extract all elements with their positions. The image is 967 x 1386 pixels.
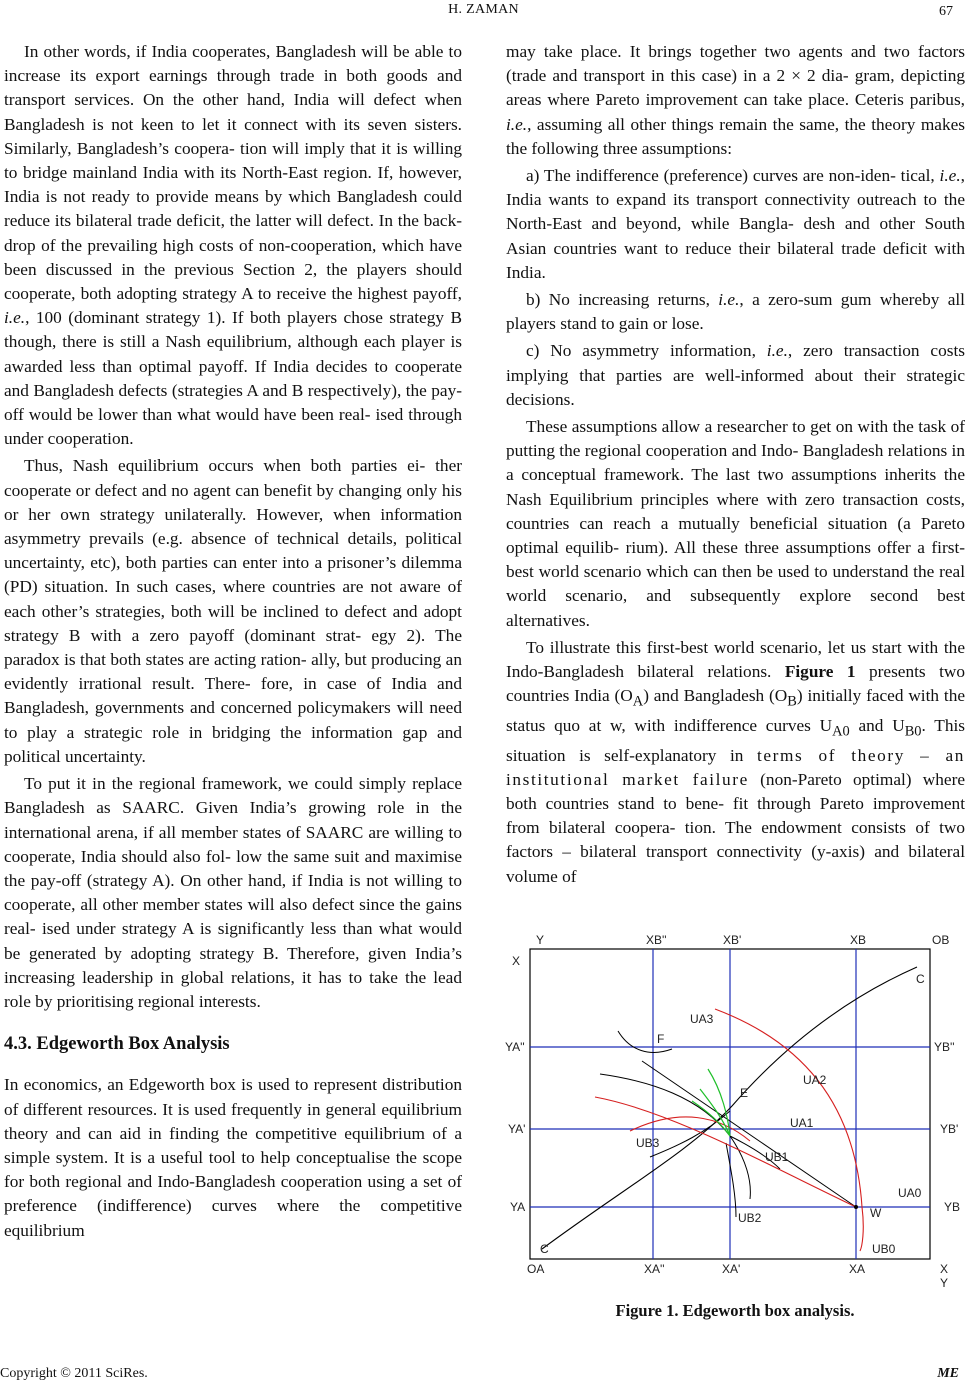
label-xa1: XA' bbox=[722, 1262, 741, 1276]
label-ub2: UB2 bbox=[738, 1211, 762, 1225]
label-e: E bbox=[740, 1086, 749, 1100]
label-f: F bbox=[657, 1032, 665, 1046]
curve-ub3 bbox=[650, 1111, 730, 1157]
footer-copyright: Copyright © 2011 SciRes. bbox=[0, 1366, 148, 1381]
edgeworth-box-figure bbox=[500, 931, 962, 1289]
label-xb1: XB' bbox=[723, 933, 742, 947]
assumption-c: c) No asymmetry information, i.e., zero transaction costs implying that parties are well-informed about their strategic decisions. bbox=[506, 341, 965, 409]
label-y-top: Y bbox=[536, 933, 545, 947]
label-y-bottom: Y bbox=[940, 1276, 949, 1289]
paragraph: In other words, if India cooperates, Bangladesh will be able to increase its export earnings through trade in both goods and transport services. On the other hand, India will defect when Bangladesh is not keen to let it connect with its seven sisters. Similarly, Bangladesh’s coopera- tion will imply that it is willing to bridge mainland India with its North-East region. If, however, India is not ready to provide means by which Bangladesh could reduce its bilateral trade deficit, the latter will defect. In the back- drop of the prevailing high costs of non-cooperation, which have been discussed in the previous Section 2, the players should cooperate, both adopting strategy A to receive the highest payoff, i.e., 100 (dominant strategy 1). If both players chose strategy B though, there is still a Nash equilibrium, although each player is awarded less than optimal payoff. If India decides to cooperate and Bangladesh defects (strategies A and B respectively), the pay-off would be lower than what would have been real- ised through under cooperation. bbox=[4, 42, 462, 449]
label-ob: OB bbox=[932, 933, 950, 947]
paragraph: Thus, Nash equilibrium occurs when both parties ei- ther cooperate or defect and no agent can benefit by changing only his or her own strategy unilaterally. However, when information asymmetry prevails (e.g. absence of technical details, political uncertainty, etc), both parties can enter into a prisoner’s dilemma (PD) situation. In such cases, where countries are not aware of each other’s strategies, both will be inclined to defect and adopt strategy B with a zero payoff (dominant strat- egy 2). The paradox is that both states are acting ration- ally, but producing an evidently irrational result. There- fore, in case of India and Bangladesh, governments and concerned policymakers will need to play a strategic role in bridging the information gap and political uncertainty. bbox=[4, 456, 462, 766]
label-ya2: YA'' bbox=[505, 1040, 525, 1054]
paragraph: may take place. It brings together two agents and two factors (trade and transport in this case) in a 2 × 2 dia- gram, depicting areas where Pareto improvement can take place. Ceteris paribus, i.e., assuming all other things remain the same, the theory makes the following three assumptions: bbox=[506, 42, 965, 158]
label-x-top: X bbox=[512, 954, 521, 968]
label-yb1: YB' bbox=[940, 1122, 959, 1136]
section-heading: 4.3. Edgeworth Box Analysis bbox=[4, 1034, 230, 1055]
label-ub1: UB1 bbox=[765, 1150, 789, 1164]
label-xa: XA bbox=[849, 1262, 866, 1276]
label-ub3: UB3 bbox=[636, 1136, 660, 1150]
label-xb: XB bbox=[850, 933, 867, 947]
running-header-author: H. ZAMAN bbox=[448, 2, 519, 17]
label-ya1: YA' bbox=[508, 1122, 526, 1136]
footer-journal: ME bbox=[937, 1366, 959, 1381]
assumption-b: b) No increasing returns, i.e., a zero-sum gum whereby all players stand to gain or lose. bbox=[506, 290, 965, 334]
label-xb2: XB'' bbox=[646, 933, 667, 947]
label-x-bottom: X bbox=[940, 1262, 949, 1276]
curve-ua2 bbox=[600, 1074, 750, 1199]
figure-caption: Figure 1. Edgeworth box analysis. bbox=[615, 1301, 855, 1320]
point-w bbox=[854, 1205, 858, 1209]
left-column bbox=[4, 40, 462, 1243]
label-ua3: UA3 bbox=[690, 1012, 714, 1026]
paragraph: In economics, an Edgeworth box is used to represent distribution of different resources. It is used frequently in general equilibrium theory and can aid in finding the competitive equilibrium of a simple system. It is a useful tool to help conceptualise the scope for both regional and Indo-Bangladesh cooperation using a set of preference (indifference) curves where the competitive equilibrium bbox=[4, 1075, 462, 1240]
label-c-top: C bbox=[916, 972, 925, 986]
label-ub0: UB0 bbox=[872, 1242, 896, 1256]
assumption-a: a) The indifference (preference) curves are non-iden- tical, i.e., India wants to expand its transport connectivity outreach to the North-East and beyond, while Bangla- desh and other South Asian countries want to reduce their bilateral trade deficit with India. bbox=[506, 166, 965, 282]
label-ua2: UA2 bbox=[803, 1073, 827, 1087]
label-xa2: XA'' bbox=[644, 1262, 665, 1276]
edgeworth-box-diagram bbox=[500, 931, 962, 1289]
label-yb: YB bbox=[944, 1200, 961, 1214]
label-ya: YA bbox=[510, 1200, 526, 1214]
label-oa: OA bbox=[527, 1262, 545, 1276]
label-ua1: UA1 bbox=[790, 1116, 814, 1130]
paragraph: These assumptions allow a researcher to get on with the task of putting the regional cooperation and Indo- Bangladesh relations in a conceptual framework. The last two assumptions inherits the Nash Equilibrium principles where with zero transaction costs, countries can reach a mutually beneficial situation (a Pareto optimal equilib- rium). All these three assumptions offer a first-best world scenario which can then be used to understand the real world scenario, and subsequently explore second best alternatives. bbox=[506, 417, 965, 630]
label-ua0: UA0 bbox=[898, 1186, 922, 1200]
right-column bbox=[506, 40, 965, 889]
curve-ub0 bbox=[595, 1097, 856, 1207]
label-w: W bbox=[870, 1206, 882, 1220]
label-c-bottom: C bbox=[540, 1242, 549, 1256]
label-yb2: YB'' bbox=[934, 1040, 955, 1054]
paragraph: To put it in the regional framework, we could simply replace Bangladesh as SAARC. Given India’s growing role in the international arena, if all member states of SAARC are willing to cooperate, India should also fol- low the same suit and maximise the pay-off (strategy A). On other hand, if India is not willing to cooperate, all other member states will also defect since the gains real- ised under strategy A is significantly less than what would be generated by adopting strategy B. Therefore, given India’s increasing leadership in global relations, it has to take the lead role by prioritising regional interests. bbox=[4, 774, 462, 1011]
curve-ub2 bbox=[726, 1143, 736, 1217]
page-number: 67 bbox=[939, 4, 953, 19]
paragraph: To illustrate this first-best world scenario, let us start with the Indo-Bangladesh bilateral relations. Figure 1 presents two countries India $(O_A)$ and Bangladesh $(O_B)$ initially faced with the status quo at w, with indifference curves $U_{A0}$ and $U_{B0}$. This situation is self-explanatory in terms of theory – an institutional market failure (non-Pareto optimal) where both countries stand to bene- fit through Pareto improvement from bilateral coopera- tion. The endowment consists of two factors – bilateral transport connectivity (y-axis) and bilateral volume of bbox=[506, 637, 966, 886]
